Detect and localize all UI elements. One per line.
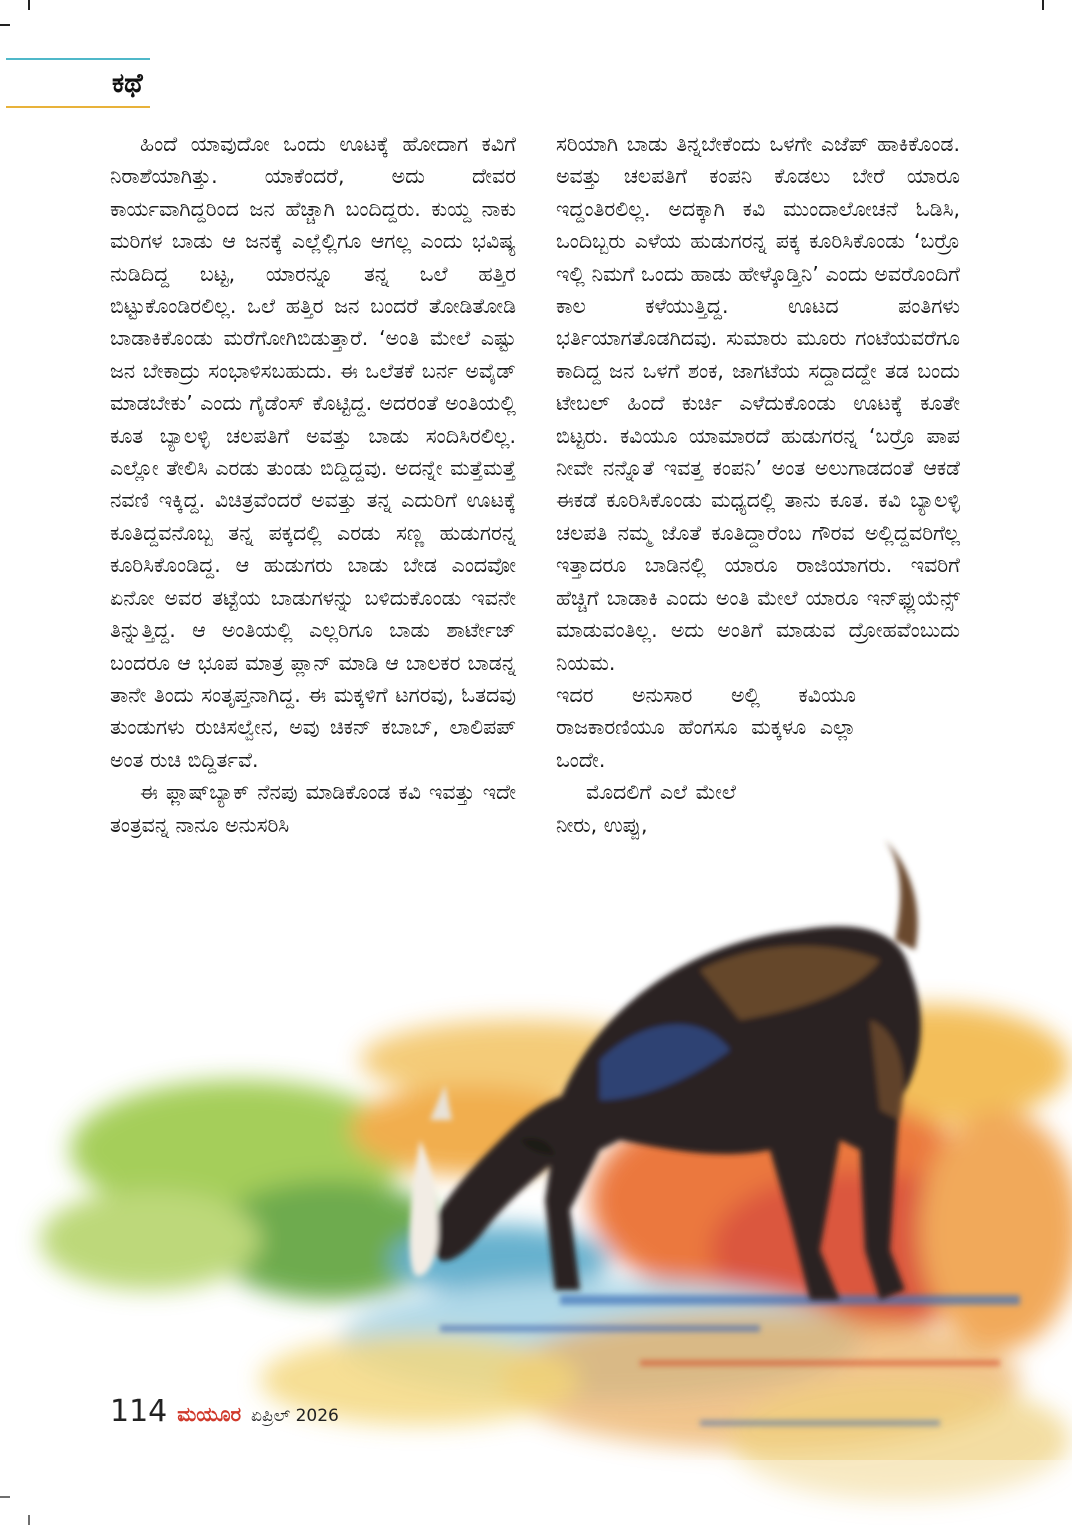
short-text-block [556,776,736,841]
section-rule-bottom [6,106,150,108]
short-text-block [556,679,856,776]
paragraph: ಸರಿಯಾಗಿ ಬಾಡು ತಿನ್ನಬೇಕೆಂದು ಒಳಗೇ ಎಜೆಪ್ ಹಾಕಿಕೊಂಡ. ಅವತ್ತು ಚಲಪತಿಗೆ ಕಂಪನಿ ಕೊಡಲು ಬೇರೆ ಯಾರೂ ಇದ್ದಂತಿರಲಿಲ್ಲ. ಅದಕ್ಕಾಗಿ ಕವಿ ಮುಂದಾಲೋಚನೆ ಓಡಿಸಿ, ಒಂದಿಬ್ಬರು ಎಳೆಯ ಹುಡುಗರನ್ನ ಪಕ್ಕ ಕೂರಿಸಿಕೊಂಡು ‘ಬರ್‍ರೊ ಇಲ್ಲಿ ನಿಮಗೆ ಒಂದು ಹಾಡು ಹೇಳ್ಕೊಡ್ತಿನಿ’ ಎಂದು ಅವರೊಂದಿಗೆ ಕಾಲ ಕಳೆಯುತ್ತಿದ್ದ. ಊಟದ ಪಂತಿಗಳು ಭರ್ತಿಯಾಗತೊಡಗಿದವು. ಸುಮಾರು ಮೂರು ಗಂಟೆಯವರೆಗೂ ಕಾದಿದ್ದ ಜನ ಒಳಗೆ ಶಂಕ, ಜಾಗಟೆಯ ಸದ್ದಾದದ್ದೇ ತಡ ಬಂದು ಟೇಬಲ್ ಹಿಂದೆ ಕುರ್ಚಿ ಎಳೆದುಕೊಂಡು ಊಟಕ್ಕೆ ಕೂತೇ ಬಿಟ್ಟರು. ಕವಿಯೂ ಯಾಮಾರದೆ ಹುಡುಗರನ್ನ ‘ಬರ್‍ರೊ ಪಾಪ ನೀವೇ ನನ್ನೊತೆ ಇವತ್ತ ಕಂಪನಿ’ ಅಂತ ಅಲುಗಾಡದಂತೆ ಆಕಡೆ ಈಕಡೆ ಕೂರಿಸಿಕೊಂಡು ಮಧ್ಯದಲ್ಲಿ ತಾನು ಕೂತ. ಕವಿ ಬ್ಯಾಲಳ್ಳಿ ಚಲಪತಿ ನಮ್ಮ ಜೊತೆ ಕೂತಿದ್ದಾರೆಂಬ ಗೌರವ ಅಲ್ಲಿದ್ದವರಿಗೆಲ್ಲ ಇತ್ತಾದರೂ ಬಾಡಿನಲ್ಲಿ ಯಾರೂ ರಾಜಿಯಾಗರು. ಇವರಿಗೆ ಹೆಚ್ಚಿಗೆ ಬಾಡಾಕಿ ಎಂದು ಅಂತಿ ಮೇಲೆ ಯಾರೂ ಇನ್‌ಫ್ಲುಯೆನ್ಸ್ ಮಾಡುವಂತಿಲ್ಲ. ಅದು ಅಂತಿಗೆ ಮಾಡುವ ದ್ರೋಹವೆಂಬುದು ನಿಯಮ. [556,132,960,675]
section-rule-top [6,58,150,60]
text-column-left [110,128,516,841]
magazine-logo: ಮಯೂರ [177,1402,242,1426]
paragraph: ಹಿಂದೆ ಯಾವುದೋ ಒಂದು ಊಟಕ್ಕೆ ಹೋದಾಗ ಕವಿಗೆ ನಿರಾಶೆಯಾಗಿತ್ತು. ಯಾಕೆಂದರೆ, ಅದು ದೇವರ ಕಾರ್ಯವಾಗಿದ್ದರಿಂದ ಜನ ಹೆಚ್ಚಾಗಿ ಬಂದಿದ್ದರು. ಕುಯ್ದ ನಾಕು ಮರಿಗಳ ಬಾಡು ಆ ಜನಕ್ಕೆ ಎಲ್ಲೆಲ್ಲಿಗೂ ಆಗಲ್ಲ ಎಂದು ಭವಿಷ್ಯ ನುಡಿದಿದ್ದ ಬಟ್ಟ, ಯಾರನ್ನೂ ತನ್ನ ಒಲೆ ಹತ್ತಿರ ಬಿಟ್ಟುಕೊಂಡಿರಲಿಲ್ಲ. ಒಲೆ ಹತ್ತಿರ ಜನ ಬಂದರೆ ತೋಡಿತೋಡಿ ಬಾಡಾಕಿಕೊಂಡು ಮರೆಗೋಗಿಬಿಡುತ್ತಾರೆ. ‘ಅಂತಿ ಮೇಲೆ ಎಷ್ಟು ಜನ ಬೇಕಾದ್ರು ಸಂಭಾಳಿಸಬಹುದು. ಈ ಒಲೆತಕೆ ಬರ್ನ ಅವೈಡ್ ಮಾಡಬೇಕು’ ಎಂದು ಗೈಡೆಂಸ್ ಕೊಟ್ಟಿದ್ದ. ಅದರಂತೆ ಅಂತಿಯಲ್ಲಿ ಕೂತ ಬ್ಯಾಲಳ್ಳಿ ಚಲಪತಿಗೆ ಅವತ್ತು ಬಾಡು ಸಂದಿಸಿರಲಿಲ್ಲ. ಎಲ್ಲೋ ತೇಲಿಸಿ ಎರಡು ತುಂಡು ಬಿದ್ದಿದ್ದವು. ಅದನ್ನೇ ಮತ್ತೆಮತ್ತೆ ನವಣಿ ಇಕ್ಕಿದ್ದ. ವಿಚಿತ್ರವೆಂದರೆ ಅವತ್ತು ತನ್ನ ಎದುರಿಗೆ ಊಟಕ್ಕೆ ಕೂತಿದ್ದವನೊಬ್ಬ ತನ್ನ ಪಕ್ಕದಲ್ಲಿ ಎರಡು ಸಣ್ಣ ಹುಡುಗರನ್ನ ಕೂರಿಸಿಕೊಂಡಿದ್ದ. ಆ ಹುಡುಗರು ಬಾಡು ಬೇಡ ಎಂದವೋ ಏನೋ ಅವರ ತಟ್ಟೆಯ ಬಾಡುಗಳನ್ನು ಬಳಿದುಕೊಂಡು ಇವನೇ ತಿನ್ನುತ್ತಿದ್ದ. ಆ ಅಂತಿಯಲ್ಲಿ ಎಲ್ಲರಿಗೂ ಬಾಡು ಶಾರ್ಟೇಜ್ ಬಂದರೂ ಆ ಭೂಪ ಮಾತ್ರ ಪ್ಲಾನ್ ಮಾಡಿ ಆ ಬಾಲಕರ ಬಾಡನ್ನ ತಾನೇ ತಿಂದು ಸಂತೃಪ್ತನಾಗಿದ್ದ. ಈ ಮಕ್ಕಳಿಗೆ ಟಗರವು, ಓತದವು ತುಂಡುಗಳು ರುಚಿಸಲ್ವೇನ, ಅವು ಚಿಕನ್ ಕಬಾಬ್, ಲಾಲಿಪಪ್ ಅಂತ ರುಚಿ ಬಿದ್ದಿರ್ತವೆ. [110,132,516,772]
paragraph: ಮೊದಲಿಗೆ ಎಲೆ ಮೇಲೆ ನೀರು, ಉಪ್ಪು, [556,780,736,837]
crop-mark [28,0,30,10]
paragraph: ಈ ಫ್ಲಾಷ್‌ಬ್ಯಾಕ್ ನೆನಪು ಮಾಡಿಕೊಂಡ ಕವಿ ಇವತ್ತು ಇದೇ ತಂತ್ರವನ್ನ ನಾನೂ ಅನುಸರಿಸಿ [110,780,516,837]
crop-mark [0,24,10,26]
crop-mark [1042,0,1044,10]
page-footer [110,1394,339,1429]
section-title: ಕಥೆ [112,68,143,99]
issue-date: ಏಪ್ರಿಲ್ 2026 [251,1406,339,1426]
text-column-right [556,128,960,841]
page-number: 114 [110,1394,168,1429]
paragraph: ಇದರ ಅನುಸಾರ ಅಲ್ಲಿ ಕವಿಯೂ ರಾಜಕಾರಣಿಯೂ ಹೆಂಗಸೂ ಮಕ್ಕಳೂ ಎಲ್ಲಾ ಒಂದೇ. [556,682,856,772]
